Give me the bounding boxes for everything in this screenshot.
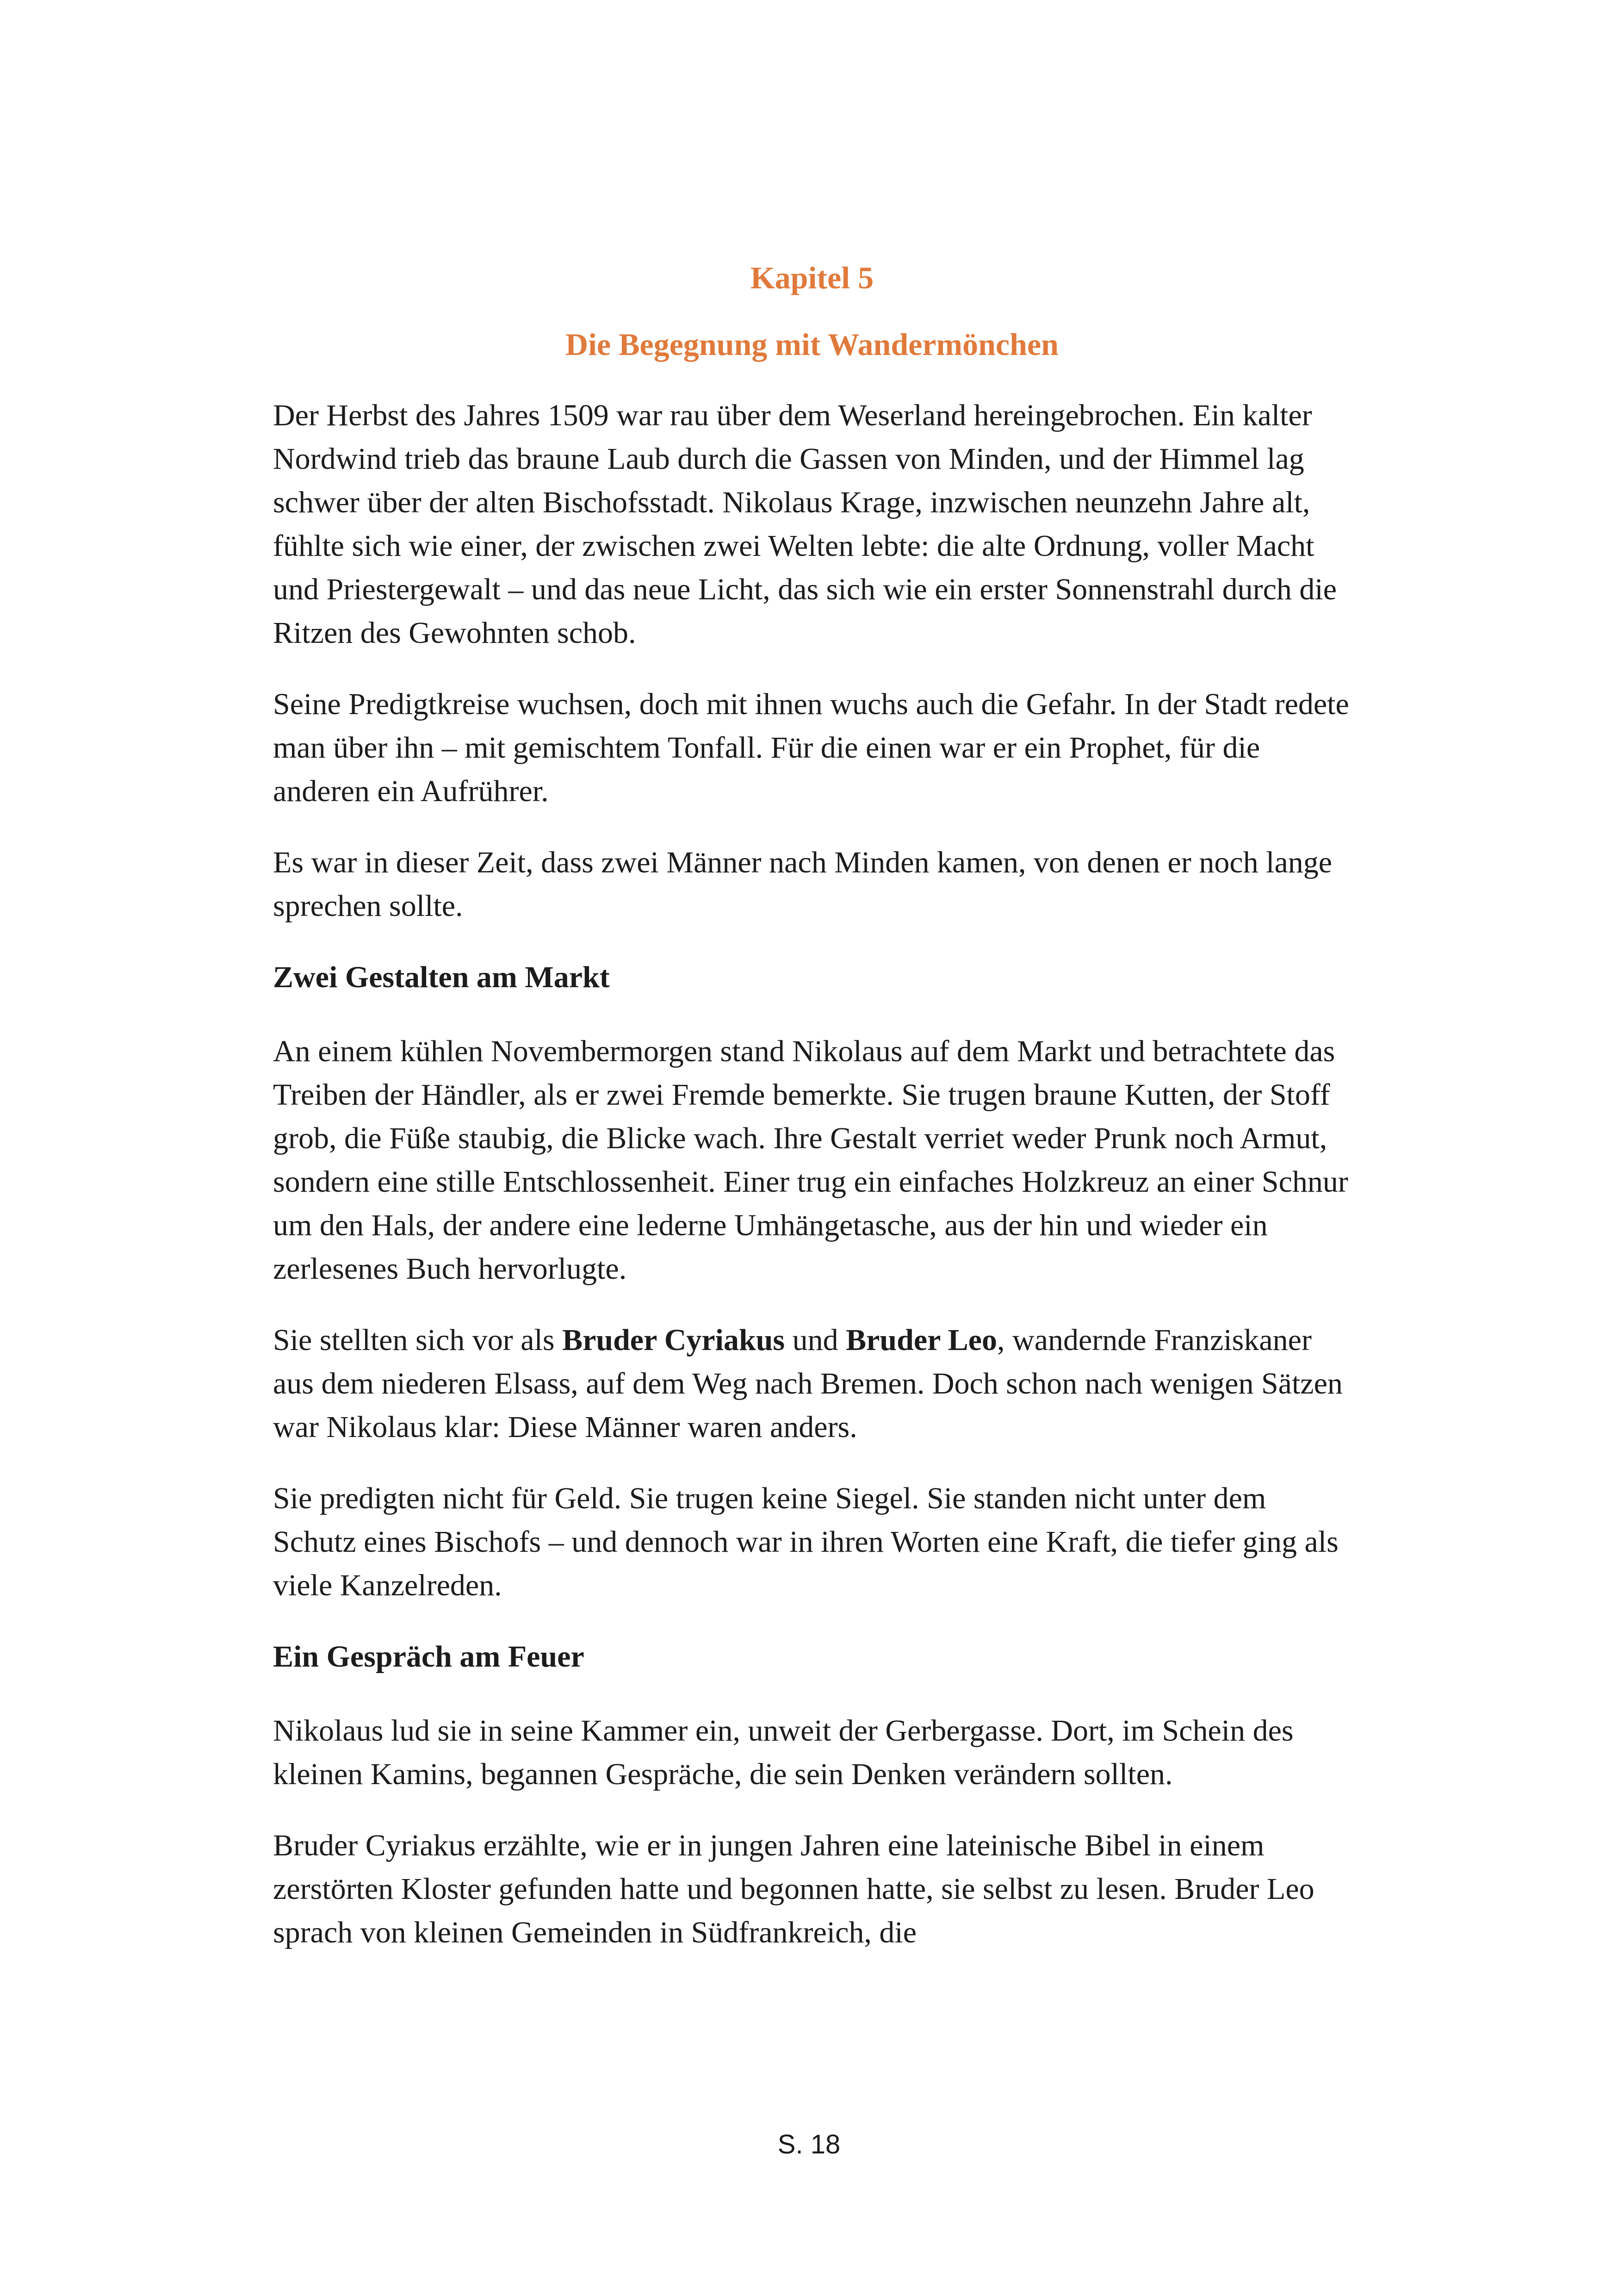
paragraph-5-text-3: , wandernde Franziskaner aus dem niederen Elsass, auf dem Weg nach Bremen. Doch schon nach wenigen Sätzen war Nikolaus klar: Diese Männer waren anders. — [273, 1323, 1343, 1444]
paragraph-5-text-1: Sie stellten sich vor als — [273, 1323, 563, 1357]
name-bruder-leo: Bruder Leo — [846, 1323, 998, 1357]
chapter-title: Die Begegnung mit Wandermönchen — [565, 326, 1059, 362]
paragraph-2: Seine Predigtkreise wuchsen, doch mit ihnen wuchs auch die Gefahr. In der Stadt redete man über ihn – mit gemischtem Tonfall. Für die einen war er ein Prophet, für die anderen ein Aufrührer. — [273, 687, 1349, 809]
page-number: S. 18 — [777, 2129, 841, 2159]
paragraph-1: Der Herbst des Jahres 1509 war rau über dem Weserland hereingebrochen. Ein kalter Nordwind trieb das braune Laub durch die Gassen von Minden, und der Himmel lag schwer über der alten Bischofsstadt. Nikolaus Krage, inzwischen neunzehn Jahre alt, fühlte sich wie einer, der zwischen zwei Welten lebte: die alte Ordnung, voller Macht und Priestergewalt – und das neue Licht, das sich wie ein erster Sonnenstrahl durch die Ritzen des Gewohnten schob. — [273, 398, 1337, 650]
section-heading-markt: Zwei Gestalten am Markt — [273, 960, 610, 995]
paragraph-5-text-2: und — [785, 1323, 846, 1357]
paragraph-7: Nikolaus lud sie in seine Kammer ein, unweit der Gerbergasse. Dort, im Schein des kleinen Kamins, begannen Gespräche, die sein Denken verändern sollten. — [273, 1714, 1294, 1792]
name-bruder-cyriakus: Bruder Cyriakus — [562, 1323, 785, 1357]
paragraph-3: Es war in dieser Zeit, dass zwei Männer nach Minden kamen, von denen er noch lange sprechen sollte. — [273, 846, 1333, 923]
paragraph-6: Sie predigten nicht für Geld. Sie trugen keine Siegel. Sie standen nicht unter dem Schutz eines Bischofs – und dennoch war in ihren Worten eine Kraft, die tiefer ging als viele Kanzelreden. — [273, 1481, 1339, 1603]
paragraph-5 — [273, 1319, 1351, 1449]
paragraph-4: An einem kühlen Novembermorgen stand Nikolaus auf dem Markt und betrachtete das Treiben der Händler, als er zwei Fremde bemerkte. Sie trugen braune Kutten, der Stoff grob, die Füße staubig, die Blicke wach. Ihre Gestalt verriet weder Prunk noch Armut, sondern eine stille Entschlossenheit. Einer trug ein einfaches Holzkreuz an einer Schnur um den Hals, der andere eine lederne Umhängetasche, aus der hin und wieder ein zerlesenes Buch hervorlugte. — [273, 1034, 1348, 1286]
paragraph-8: Bruder Cyriakus erzählte, wie er in jungen Jahren eine lateinische Bibel in einem zerstörten Kloster gefunden hatte und begonnen hatte, sie selbst zu lesen. Bruder Leo sprach von kleinen Gemeinden in Südfrankreich, die — [273, 1829, 1314, 1950]
section-heading-feuer: Ein Gespräch am Feuer — [273, 1640, 584, 1674]
page-content — [273, 259, 1351, 1982]
chapter-number: Kapitel 5 — [750, 260, 874, 295]
